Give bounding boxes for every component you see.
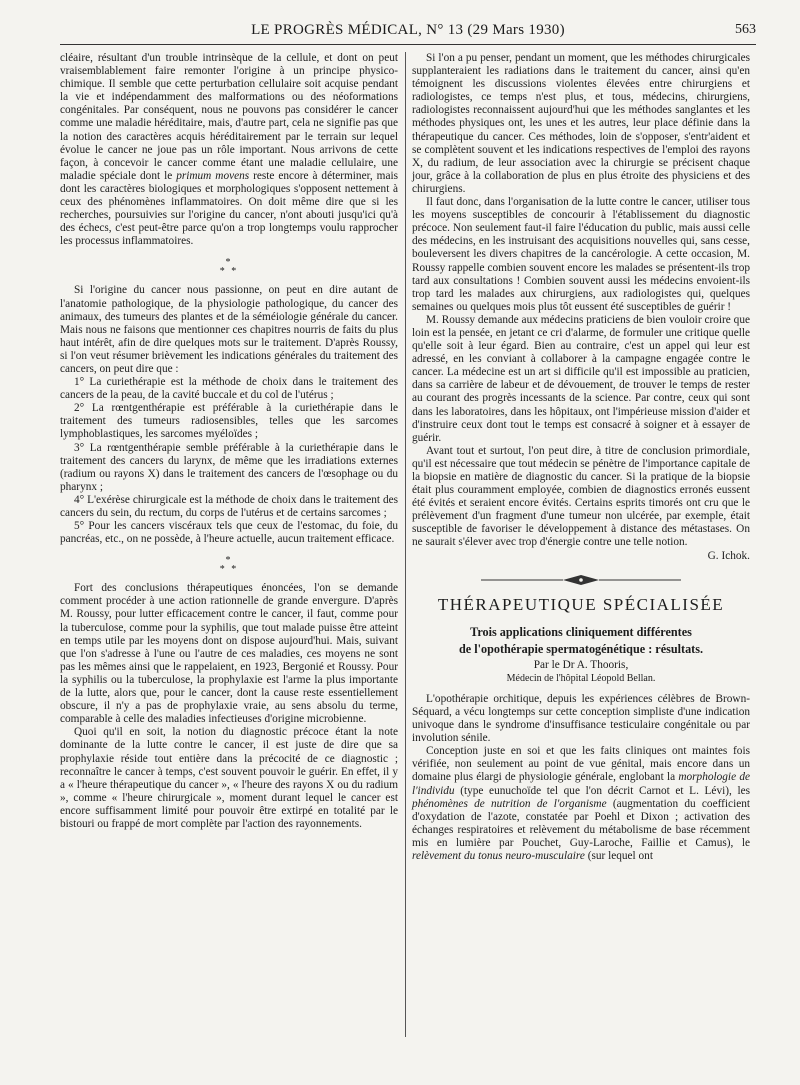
italic-term: phénomènes de nutrition de l'organisme xyxy=(412,797,607,810)
author-affiliation: Médecin de l'hôpital Léopold Bellan. xyxy=(506,672,656,684)
paragraph: Fort des conclusions thérapeutiques énoncées, l'on se demande comment procéder à une action rationnelle de grande envergure. D'après M. Roussy, pour lutter efficacement contre le cancer, il faut, comme pour la tuberculose, comme pour la syphilis, que tout malade puisse être atteint en temps utile par les moyens dont on dispose aujourd'hui. Mais, suivant que l'on s'adresse à l'une ou l'autre de ces maladies, ces moyens ne sont pas les mêmes ainsi que le rappelaient, en 1923, Bergonié et Roussy. Pour la syphilis ou la tuberculose, la prophylaxie est l'arme la plus importante de la lutte, alors que, pour le cancer, dont la cause reste essentiellement obscure, il n'y a pas de prophylaxie vraie, au sens absolu du terme, comparable à celle des maladies infectieuses d'origine microbienne. xyxy=(60,582,398,726)
list-item: 3° La rœntgenthérapie semble préférable à la curiethérapie dans le traitement des cancers du larynx, de même que les irradiations externes (radium ou rayons X) dans le traitement des cancers de l'œsophage ou du pharynx ; xyxy=(60,441,398,493)
author-byline: Par le Dr A. Thooris, xyxy=(533,658,629,671)
paragraph: Avant tout et surtout, l'on peut dire, à titre de conclusion primordiale, qu'il est nécessaire que tout médecin se pénètre de l'importance capitale de la biopsie en matière de diagnostic du cancer. Si la pratique de la biopsie était plus couramment employée, combien de diagnostics erronés eussent été évités et seraient encore évités. Certains esprits timorés ont cru que le prélèvement d'un fragment d'une tumeur non ulcérée, par exemple, était susceptible de favoriser le développement à distance des métastases. On ne saurait s'élever avec trop d'énergie contre une telle notion. xyxy=(412,444,750,549)
left-column xyxy=(60,52,398,831)
paragraph: Si l'on a pu penser, pendant un moment, que les méthodes chirurgicales supplanteraient les radiations dans le traitement du cancer, ainsi qu'en témoignent les discussions violentes élevées entre chirurgiens et radiologistes, ce temps n'est plus, et tous, médecins, chirurgiens, radiologistes reconnaissent aujourd'hui que les méthodes sanglantes et les méthodes physiques ont, les unes et les autres, leur place définie dans la thérapeutique du cancer. Ces méthodes, loin de s'opposer, s'entr'aident et se complètent souvent et les indications respectives de l'emploi des rayons X, du radium, de leur association avec la chirurgie se précisent chaque jour, grâce à la collaboration de plus en plus étroite des physiciens et des chirurgiens. xyxy=(412,52,750,195)
paragraph: Conception juste en soi et que les faits cliniques ont maintes fois vérifiée, non seulement au point de vue génital, mais encore dans un domaine plus élargi de physiologie générale, englobant la morphologie de l'individu (type eunuchoïde tel que l'on décrit Carnot et L. Lévi), les phénomènes de nutrition de l'organisme (augmentation du coefficient d'oxydation de l'azote, constatée par Poehl et Dixon ; activation des échanges respiratoires et relèvement du métabolisme de base récemment mis en lumière par Pouchet, Guy-Laroche, Faillie et Camus), le relèvement du tonus neuro-musculaire (sur lequel ont xyxy=(412,745,751,862)
list-item: 1° La curiethérapie est la méthode de choix dans le traitement des cancers de la peau, de la cavité buccale et du col de l'utérus ; xyxy=(60,376,398,402)
article-title-line: de l'opothérapie spermatogénétique : résultats. xyxy=(458,641,704,656)
section-title: THÉRAPEUTIQUE SPÉCIALISÉE xyxy=(437,594,725,614)
paragraph: M. Roussy demande aux médecins praticiens de bien vouloir croire que loin est la pensée, en jetant ce cri d'alarme, de formuler une critique quelle qu'elle soit à leur égard. Bien au contraire, c'est un appel qui leur est adressé, en les conviant à collaborer à la campagne engagée contre le cancer. La médecine est un art si difficile qu'il est impossible au praticien, dans sa carrière de labeur et de dévouement, de trouver le temps de rester au courant des progrès incessants de la science. Par contre, ceux qui sont dans les laboratoires, dans les hôpitaux, ont l'impérieuse mission d'aider et d'instruire ceux dont tout le temps est consacré à soigner et à essayer de guérir. xyxy=(412,313,750,444)
section-separator-stars: * * * xyxy=(219,555,239,576)
running-head xyxy=(60,22,756,42)
italic-term: relèvement du tonus neuro-musculaire xyxy=(412,849,585,862)
running-title: LE PROGRÈS MÉDICAL, N° 13 (29 Mars 1930) xyxy=(251,22,565,38)
column-divider xyxy=(405,52,406,1037)
list-item: 5° Pour les cancers viscéraux tels que ceux de l'estomac, du foie, du pancréas, etc., on ne possède, à l'heure actuelle, aucun traitement efficace. xyxy=(60,520,398,546)
italic-term: morphologie de l'individu xyxy=(412,771,750,797)
article-title-line: Trois applications cliniquement différentes xyxy=(470,624,692,639)
right-column xyxy=(412,52,750,863)
paragraph: Si l'origine du cancer nous passionne, on peut en dire autant de l'anatomie pathologique, de la physiologie pathologique, du cancer des animaux, des tumeurs des plantes et de la séméiologie générale du cancer. Mais nous ne faisons que mentionner ces chapitres nourris de faits du plus haut intérêt, afin de dire quelques mots sur le traitement. D'après Roussy, si l'on veut résumer brièvement les indications générales du traitement des cancers, on peut dire que : xyxy=(60,284,398,375)
section-separator-stars: * * * xyxy=(219,257,239,278)
ornament-divider-icon xyxy=(481,573,681,587)
paragraph: Quoi qu'il en soit, la notion du diagnostic précoce étant la note dominante de la lutte contre le cancer, il est juste de dire que sa prophylaxie réside tout entière dans la précocité de ce diagnostic ; reconnaître le cancer à temps, c'est souvent pouvoir le guérir. En effet, il y a « l'heure thérapeutique du cancer », « l'heure des rayons X ou du radium », comme « l'heure chirurgicale », moment durant lequel le cancer est encore suffisamment limité pour pouvoir être extirpé en totalité par le bistouri ou frappé de mort complète par l'action des rayonnements. xyxy=(60,726,398,830)
paragraph: Il faut donc, dans l'organisation de la lutte contre le cancer, utiliser tous les moyens susceptibles de concourir à l'établissement du diagnostic précoce. Non seulement faut-il faire l'éducation du public, mais aussi celle des médecins, en les instruisant des acquisitions nouvelles qui, sans cesse, bouleversent les divers chapitres de la cancérologie. A cette occasion, M. Roussy rappelle combien souvent encore les malades se présentent-ils trop tard aux consultations ! Combien souvent aussi les médecins envoient-ils trop tard les malades aux chirurgiens, aux radiologistes qui, quelques semaines ou quelques mois plus tôt eussent été susceptibles de guérir ! xyxy=(412,196,750,313)
paragraph: cléaire, résultant d'un trouble intrinsèque de la cellule, et dont on peut vraisemblablement faire remonter l'origine à un principe physico-chimique. Il semble que cette perturbation cellulaire soit acquise pendant la vie et indépendamment des malformations ou des néoformations congénitales. Par conséquent, nous ne pouvons pas considérer le cancer comme une maladie héréditaire, mais, d'autre part, cela ne signifie pas que la notion des caractères acquis héréditairement par le terrain sur lequel évolue le cancer ne joue pas un rôle important. Nous arrivons de cette façon, à concevoir le cancer comme étant une maladie cellulaire, une maladie spéciale dont le primum movens reste encore à déterminer, mais dont les caractères biologiques et morphologiques s'opposent nettement à ceux des phénomènes inflammatoires. On doit même dire que si les recherches, poursuivies sur l'origine du cancer, n'ont abouti jusqu'ici qu'à des échecs, c'est peut-être parce qu'on a trop longtemps voulu rapprocher les processus inflammatoires. xyxy=(60,52,399,248)
list-item: 2° La rœntgenthérapie est préférable à la curiethérapie dans le traitement des tumeurs radiosensibles, telles que les sarcomes lymphoblastiques, les sarcomes myéloïdes ; xyxy=(60,402,398,441)
paragraph: L'opothérapie orchitique, depuis les expériences célèbres de Brown-Séquard, a vécu longtemps sur cette conception simpliste d'une indication univoque dans le syndrome d'insuffisance testiculaire congénitale ou par involution sénile. xyxy=(412,692,750,745)
header-rule xyxy=(60,44,756,45)
italic-term: primum movens xyxy=(176,169,250,182)
list-item: 4° L'exérèse chirurgicale est la méthode de choix dans le traitement des cancers du sein, du rectum, du corps de l'utérus et de certains sarcomes ; xyxy=(60,493,398,519)
author-signature: G. Ichok. xyxy=(707,549,750,562)
page-number: 563 xyxy=(735,22,756,37)
